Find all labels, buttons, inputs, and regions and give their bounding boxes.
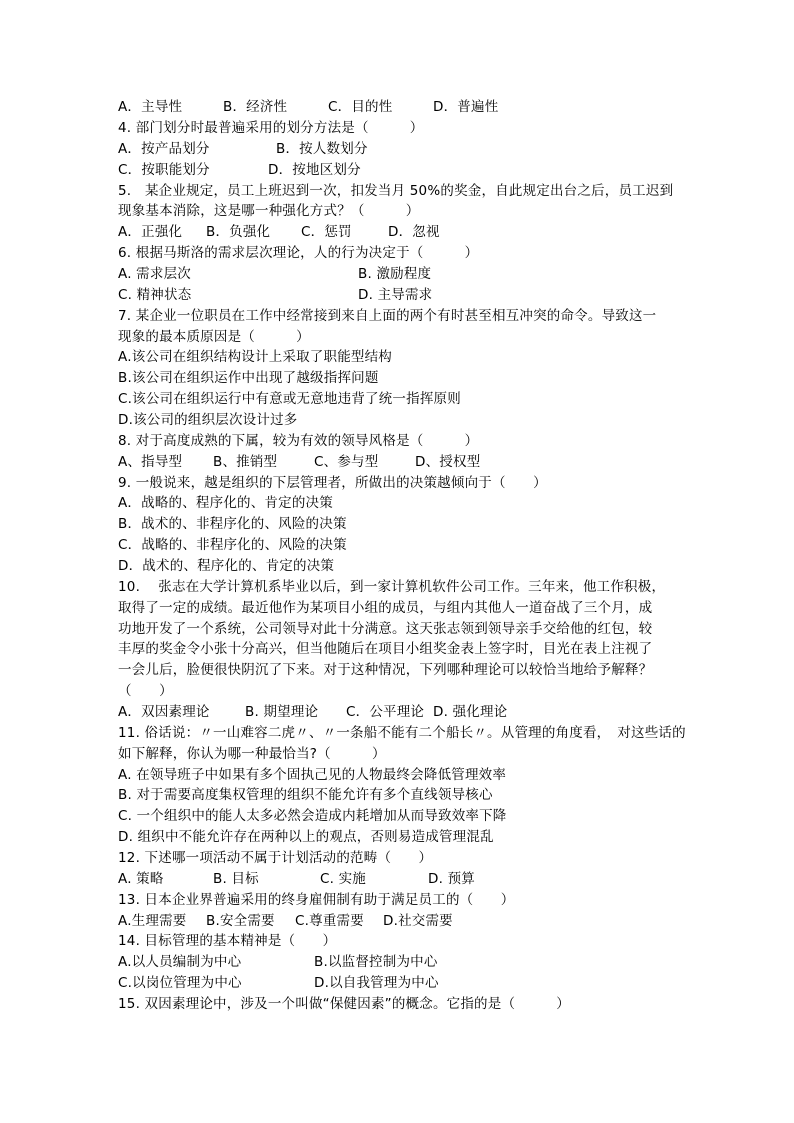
q5-option-d: D．忽视 bbox=[388, 224, 440, 240]
q13-option-d: D.社交需要 bbox=[383, 913, 453, 929]
q10-answer-blank: （ ） bbox=[118, 683, 173, 699]
q9-option-c: C．战略的、非程序化的、风险的决策 bbox=[118, 537, 347, 553]
q10-stem-line-5: 一会儿后，脸便很快阴沉了下来。对于这种情况，下列哪种理论可以较恰当地给予解释？ bbox=[118, 662, 653, 678]
q9-option-d: D．战术的、程序化的、肯定的决策 bbox=[118, 558, 335, 574]
q14-option-b: B.以监督控制为中心 bbox=[314, 954, 438, 970]
q10-stem-line-1: 10. 张志在大学计算机系毕业以后，到一家计算机软件公司工作。三年来，他工作积极， bbox=[118, 579, 666, 595]
q14-stem: 14. 目标管理的基本精神是（ ） bbox=[118, 933, 337, 949]
q8-stem: 8. 对于高度成熟的下属，较为有效的领导风格是（ ） bbox=[118, 433, 479, 449]
q15-stem: 15. 双因素理论中，涉及一个叫做“保健因素”的概念。它指的是（ ） bbox=[118, 996, 570, 1012]
q8-option-b: B、推销型 bbox=[213, 454, 278, 470]
q5-option-c: C．惩罚 bbox=[301, 224, 352, 240]
q5-option-a: A．正强化 bbox=[118, 224, 183, 240]
q4-option-a: A．按产品划分 bbox=[118, 141, 210, 157]
q14-option-d: D.以自我管理为中心 bbox=[314, 975, 439, 991]
q6-option-a: A. 需求层次 bbox=[118, 266, 191, 282]
q8-option-a: A、指导型 bbox=[118, 454, 183, 470]
q5-option-b: B．负强化 bbox=[206, 224, 271, 240]
q3-option-b: B．经济性 bbox=[223, 99, 288, 115]
q11-option-b: B. 对于需要高度集权管理的组织不能允许有多个直线领导核心 bbox=[118, 787, 493, 803]
q6-option-c: C. 精神状态 bbox=[118, 287, 192, 303]
q12-option-b: B. 目标 bbox=[213, 871, 259, 887]
q11-option-d: D. 组织中不能允许存在两种以上的观点，否则易造成管理混乱 bbox=[118, 829, 494, 845]
q10-stem-line-2: 取得了一定的成绩。最近他作为某项目小组的成员，与组内其他人一道奋战了三个月，成 bbox=[118, 600, 653, 616]
q7-option-d: D.该公司的组织层次设计过多 bbox=[118, 412, 298, 428]
q4-option-d: D．按地区划分 bbox=[268, 162, 361, 178]
q4-option-c: C．按职能划分 bbox=[118, 162, 210, 178]
q11-option-c: C. 一个组织中的能人太多必然会造成内耗增加从而导致效率下降 bbox=[118, 808, 507, 824]
q13-option-a: A.生理需要 bbox=[118, 913, 187, 929]
q7-option-b: B.该公司在组织运作中出现了越级指挥问题 bbox=[118, 370, 379, 386]
q13-option-b: B.安全需要 bbox=[206, 913, 275, 929]
q4-stem: 4. 部门划分时最普遍采用的划分方法是（ ） bbox=[118, 120, 424, 136]
q10-option-b: B. 期望理论 bbox=[245, 704, 319, 720]
q7-option-c: C.该公司在组织运行中有意或无意地违背了统一指挥原则 bbox=[118, 391, 461, 407]
q14-option-c: C.以岗位管理为中心 bbox=[118, 975, 242, 991]
q11-stem-line-1: 11. 俗话说：〃一山难容二虎〃、〃一条船不能有二个船长〃。从管理的角度看， 对这些话的 bbox=[118, 725, 686, 741]
q5-stem-line-1: 5. 某企业规定，员工上班迟到一次，扣发当月 50%的奖金，自此规定出台之后，员工迟到 bbox=[118, 183, 674, 199]
q3-option-c: C．目的性 bbox=[328, 99, 393, 115]
q6-option-d: D. 主导需求 bbox=[358, 287, 433, 303]
q9-option-a: A．战略的、程序化的、肯定的决策 bbox=[118, 495, 333, 511]
q9-stem: 9. 一般说来，越是组织的下层管理者，所做出的决策越倾向于（ ） bbox=[118, 475, 547, 491]
q3-option-d: D．普遍性 bbox=[433, 99, 499, 115]
q9-option-b: B．战术的、非程序化的、风险的决策 bbox=[118, 516, 347, 532]
q8-option-d: D、授权型 bbox=[415, 454, 481, 470]
q7-stem-line-1: 7. 某企业一位职员在工作中经常接到来自上面的两个有时甚至相互冲突的命令。导致这一 bbox=[118, 308, 657, 324]
q11-stem-line-2: 如下解释，你认为哪一种最恰当?（ ） bbox=[118, 746, 386, 762]
q7-stem-line-2: 现象的最本质原因是（ ） bbox=[118, 329, 310, 345]
q12-option-d: D. 预算 bbox=[428, 871, 475, 887]
q12-option-c: C. 实施 bbox=[320, 871, 367, 887]
q14-option-a: A.以人员编制为中心 bbox=[118, 954, 242, 970]
q10-stem-line-3: 功地开发了一个系统，公司领导对此十分满意。这天张志领到领导亲手交给他的红包，较 bbox=[118, 621, 653, 637]
q13-option-c: C.尊重需要 bbox=[295, 913, 364, 929]
q10-option-c: C．公平理论 bbox=[346, 704, 425, 720]
q7-option-a: A.该公司在组织结构设计上采取了职能型结构 bbox=[118, 349, 392, 365]
q10-option-d: D. 强化理论 bbox=[433, 704, 508, 720]
q11-option-a: A. 在领导班子中如果有多个固执己见的人物最终会降低管理效率 bbox=[118, 767, 507, 783]
q12-stem: 12. 下述哪一项活动不属于计划活动的范畴（ ） bbox=[118, 850, 433, 866]
q6-option-b: B. 激励程度 bbox=[358, 266, 432, 282]
q3-option-a: A．主导性 bbox=[118, 99, 183, 115]
q5-stem-line-2: 现象基本消除，这是哪一种强化方式？（ ） bbox=[118, 203, 420, 219]
q12-option-a: A. 策略 bbox=[118, 871, 164, 887]
q6-stem: 6. 根据马斯洛的需求层次理论，人的行为决定于（ ） bbox=[118, 245, 479, 261]
q13-stem: 13. 日本企业界普遍采用的终身雇佣制有助于满足员工的（ ） bbox=[118, 892, 515, 908]
q10-stem-line-4: 丰厚的奖金令小张十分高兴，但当他随后在项目小组奖金表上签字时，目光在表上注视了 bbox=[118, 641, 653, 657]
q8-option-c: C、参与型 bbox=[314, 454, 379, 470]
q4-option-b: B．按人数划分 bbox=[276, 141, 368, 157]
q10-option-a: A．双因素理论 bbox=[118, 704, 210, 720]
